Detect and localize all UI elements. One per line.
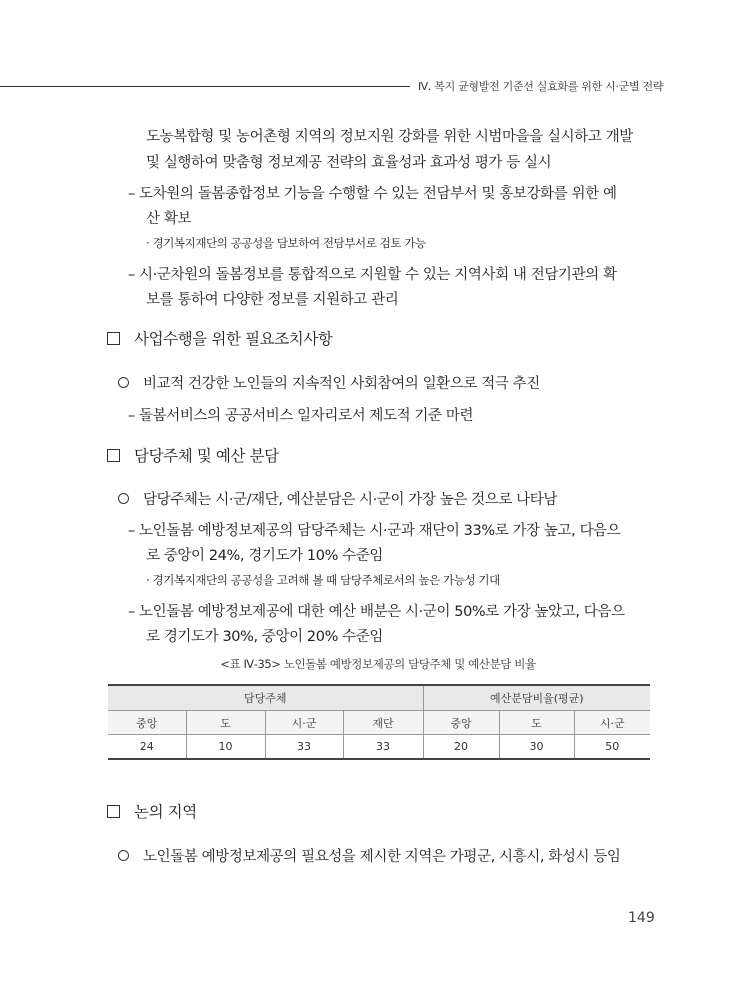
square-bullet-icon: [107, 332, 120, 345]
table-column-header-row: [108, 711, 650, 735]
column-header: 중앙: [423, 711, 499, 735]
table-group-header-row: [108, 685, 650, 711]
table-cell: 30: [499, 735, 574, 760]
s1-dash-item: – 돌봄서비스의 공공서비스 일자리로서 제도적 기준 마련: [128, 408, 474, 424]
page-number: 149: [628, 910, 655, 926]
square-bullet-icon: [107, 805, 120, 818]
table-cell: 10: [186, 735, 265, 760]
table-cell: 33: [265, 735, 343, 760]
s2-dash-2-line-2: 로 경기도가 30%, 중앙이 20% 수준임: [146, 629, 383, 645]
budget-share-table: [108, 684, 650, 760]
circle-item-1: 비교적 건강한 노인들의 지속적인 사회참여의 일환으로 적극 추진: [118, 372, 540, 393]
section-heading-2: 담당주체 및 예산 분담: [107, 444, 279, 466]
circle-item-3: 노인돌봄 예방정보제공의 필요성을 제시한 지역은 가평군, 시흥시, 화성시 등임: [118, 845, 621, 866]
column-header: 중앙: [108, 711, 186, 735]
note-1: · 경기복지재단의 공공성을 담보하여 전담부서로 검토 가능: [146, 236, 426, 250]
table-cell: 50: [574, 735, 650, 760]
group-header-subject: 담당주체: [108, 685, 423, 711]
circle-bullet-icon: [118, 493, 129, 504]
intro-line-2: 및 실행하여 맞춤형 정보제공 전략의 효율성과 효과성 평가 등 실시: [146, 155, 552, 171]
circle-item-2: 담당주체는 시·군/재단, 예산분담은 시·군이 가장 높은 것으로 나타남: [118, 488, 557, 509]
column-header: 도: [499, 711, 574, 735]
column-header: 시·군: [265, 711, 343, 735]
section-heading-1: 사업수행을 위한 필요조치사항: [107, 327, 333, 349]
table-cell: 33: [343, 735, 423, 760]
column-header: 도: [186, 711, 265, 735]
dash-item-2-line-1: – 시·군차원의 돌봄정보를 통합적으로 지원할 수 있는 지역사회 내 전담기관의 확: [128, 267, 617, 283]
column-header: 시·군: [574, 711, 650, 735]
s2-dash-2-line-1: – 노인돌봄 예방정보제공에 대한 예산 배분은 시·군이 50%로 가장 높았고, 다음으: [128, 604, 625, 620]
dash-item-2-line-2: 보를 통하여 다양한 정보를 지원하고 관리: [146, 292, 399, 308]
table-caption: <표 Ⅳ-35> 노인돌봄 예방정보제공의 담당주체 및 예산분담 비율: [220, 657, 536, 671]
dash-item-1-line-1: – 도차원의 돌봄종합정보 기능을 수행할 수 있는 전담부서 및 홍보강화를 위한 예: [128, 186, 617, 202]
header-rule: [0, 86, 410, 87]
group-header-budget: 예산분담비율(평균): [423, 685, 650, 711]
running-header: Ⅳ. 복지 균형발전 기준선 실효화를 위한 시·군별 전략: [418, 80, 664, 93]
section-heading-3: 논의 지역: [107, 800, 197, 822]
circle-bullet-icon: [118, 850, 129, 861]
circle-bullet-icon: [118, 377, 129, 388]
s2-note: · 경기복지재단의 공공성을 고려해 볼 때 담당주체로서의 높은 가능성 기대: [146, 573, 500, 587]
s2-dash-1-line-1: – 노인돌봄 예방정보제공의 담당주체는 시·군과 재단이 33%로 가장 높고, 다음으: [128, 523, 621, 539]
table-cell: 20: [423, 735, 499, 760]
table-cell: 24: [108, 735, 186, 760]
square-bullet-icon: [107, 449, 120, 462]
column-header: 재단: [343, 711, 423, 735]
table-row: [108, 735, 650, 760]
s2-dash-1-line-2: 로 중앙이 24%, 경기도가 10% 수준임: [146, 548, 383, 564]
intro-line-1: 도농복합형 및 농어촌형 지역의 정보지원 강화를 위한 시범마을을 실시하고 개발: [146, 129, 633, 145]
dash-item-1-line-2: 산 확보: [146, 211, 192, 227]
